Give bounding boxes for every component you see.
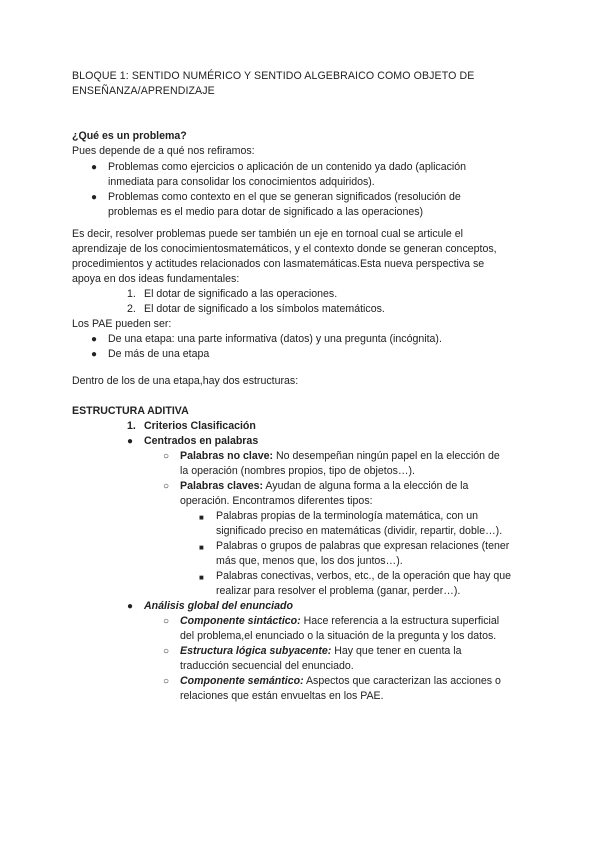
definition-line: operación. Encontramos diferentes tipos: xyxy=(180,495,373,507)
definition-line xyxy=(180,479,468,494)
definition-line: traducción secuencial del enunciado. xyxy=(180,660,354,672)
definition-line xyxy=(180,674,501,689)
square-bullet-icon: ■ xyxy=(199,573,204,582)
paragraph-line: apoya en dos ideas fundamentales: xyxy=(72,273,240,285)
term-label: Componente semántico: xyxy=(180,675,304,687)
numbered-item: El dotar de significado a las operaciones. xyxy=(144,288,338,300)
list-item: De una etapa: una parte informativa (datos) y una pregunta (incógnita). xyxy=(108,333,442,345)
circle-bullet-icon: ○ xyxy=(163,451,170,462)
list-item: De más de una etapa xyxy=(108,348,210,360)
term-label: Palabras claves: xyxy=(180,480,264,492)
definition-line xyxy=(180,644,461,659)
square-bullet-icon: ■ xyxy=(199,543,204,552)
circle-bullet-icon: ○ xyxy=(163,676,170,687)
bullet-icon: ● xyxy=(127,601,134,612)
paragraph-line: Es decir, resolver problemas puede ser también un eje en tornoal cual se articule el xyxy=(72,228,464,240)
list-item-line: más que, menos que, los dos juntos…). xyxy=(216,555,403,567)
term-label: Componente sintáctico: xyxy=(180,615,301,627)
term-label: Estructura lógica subyacente: xyxy=(180,645,332,657)
circle-bullet-icon: ○ xyxy=(163,646,170,657)
list-item-line: Palabras propias de la terminología matemática, con un xyxy=(216,510,479,522)
bullet-icon: ● xyxy=(91,349,98,360)
subsection-title: Centrados en palabras xyxy=(144,435,259,447)
list-item-line: realizar para resolver el problema (ganar, perder…). xyxy=(216,585,461,597)
list-number: 1. xyxy=(127,420,136,432)
bullet-icon: ● xyxy=(91,192,98,203)
circle-bullet-icon: ○ xyxy=(163,481,170,492)
list-item-line: significado preciso en matemáticas (dividir, repartir, doble…). xyxy=(216,525,503,537)
numbered-item: El dotar de significado a los símbolos matemáticos. xyxy=(144,303,385,315)
list-item-line: inmediata para consolidar los conocimientos adquiridos). xyxy=(108,176,375,188)
bullet-icon: ● xyxy=(91,162,98,173)
definition-line: del problema,el enunciado o la situación de la pregunta y los datos. xyxy=(180,630,497,642)
term-text: Aspectos que caracterizan las acciones o xyxy=(303,675,501,687)
heading-line-2: ENSEÑANZA/APRENDIZAJE xyxy=(72,85,215,98)
heading-line-1: BLOQUE 1: SENTIDO NUMÉRICO Y SENTIDO ALGEBRAICO COMO OBJETO DE xyxy=(72,70,475,82)
pae-intro: Los PAE pueden ser: xyxy=(72,318,172,330)
document-heading xyxy=(72,69,532,100)
criteria-title: Criterios Clasificación xyxy=(144,420,256,432)
paragraph-line: procedimientos y actitudes relacionados con lasmatemáticas.Esta nueva perspectiva se xyxy=(72,258,485,270)
list-item-line: Problemas como ejercicios o aplicación de un contenido ya dado (aplicación xyxy=(108,161,467,173)
bullet-icon: ● xyxy=(127,436,134,447)
term-text: Hay que tener en cuenta la xyxy=(331,645,462,657)
list-number: 2. xyxy=(127,303,136,315)
list-item-line: Palabras conectivas, verbos, etc., de la operación que hay que xyxy=(216,570,512,582)
definition-line xyxy=(180,614,499,629)
term-text: No desempeñan ningún papel en la elección de xyxy=(273,450,500,462)
structures-intro: Dentro de los de una etapa,hay dos estructuras: xyxy=(72,375,299,387)
circle-bullet-icon: ○ xyxy=(163,616,170,627)
section-title-estructura: ESTRUCTURA ADITIVA xyxy=(72,405,189,417)
bullet-icon: ● xyxy=(91,334,98,345)
square-bullet-icon: ■ xyxy=(199,513,204,522)
definition-line xyxy=(180,449,500,464)
paragraph-line: aprendizaje de los conocimientosmatemáticos, y el contexto donde se generan conceptos, xyxy=(72,243,497,255)
definition-line: la operación (nombres propios, tipo de objetos…). xyxy=(180,465,415,477)
list-item-line: Palabras o grupos de palabras que expresan relaciones (tener xyxy=(216,540,510,552)
subsection-title: Análisis global del enunciado xyxy=(144,600,293,612)
term-label: Palabras no clave: xyxy=(180,450,274,462)
term-text: Hace referencia a la estructura superficial xyxy=(300,615,500,627)
list-item-line: Problemas como contexto en el que se generan significados (resolución de xyxy=(108,191,461,203)
section-intro: Pues depende de a qué nos refiramos: xyxy=(72,145,255,157)
list-item-line: problemas es el medio para dotar de significado a las operaciones) xyxy=(108,206,424,218)
section-title-problema: ¿Qué es un problema? xyxy=(72,130,187,142)
term-text: Ayudan de alguna forma a la elección de la xyxy=(263,480,469,492)
definition-line: relaciones que están envueltas en los PAE. xyxy=(180,690,384,702)
list-number: 1. xyxy=(127,288,136,300)
